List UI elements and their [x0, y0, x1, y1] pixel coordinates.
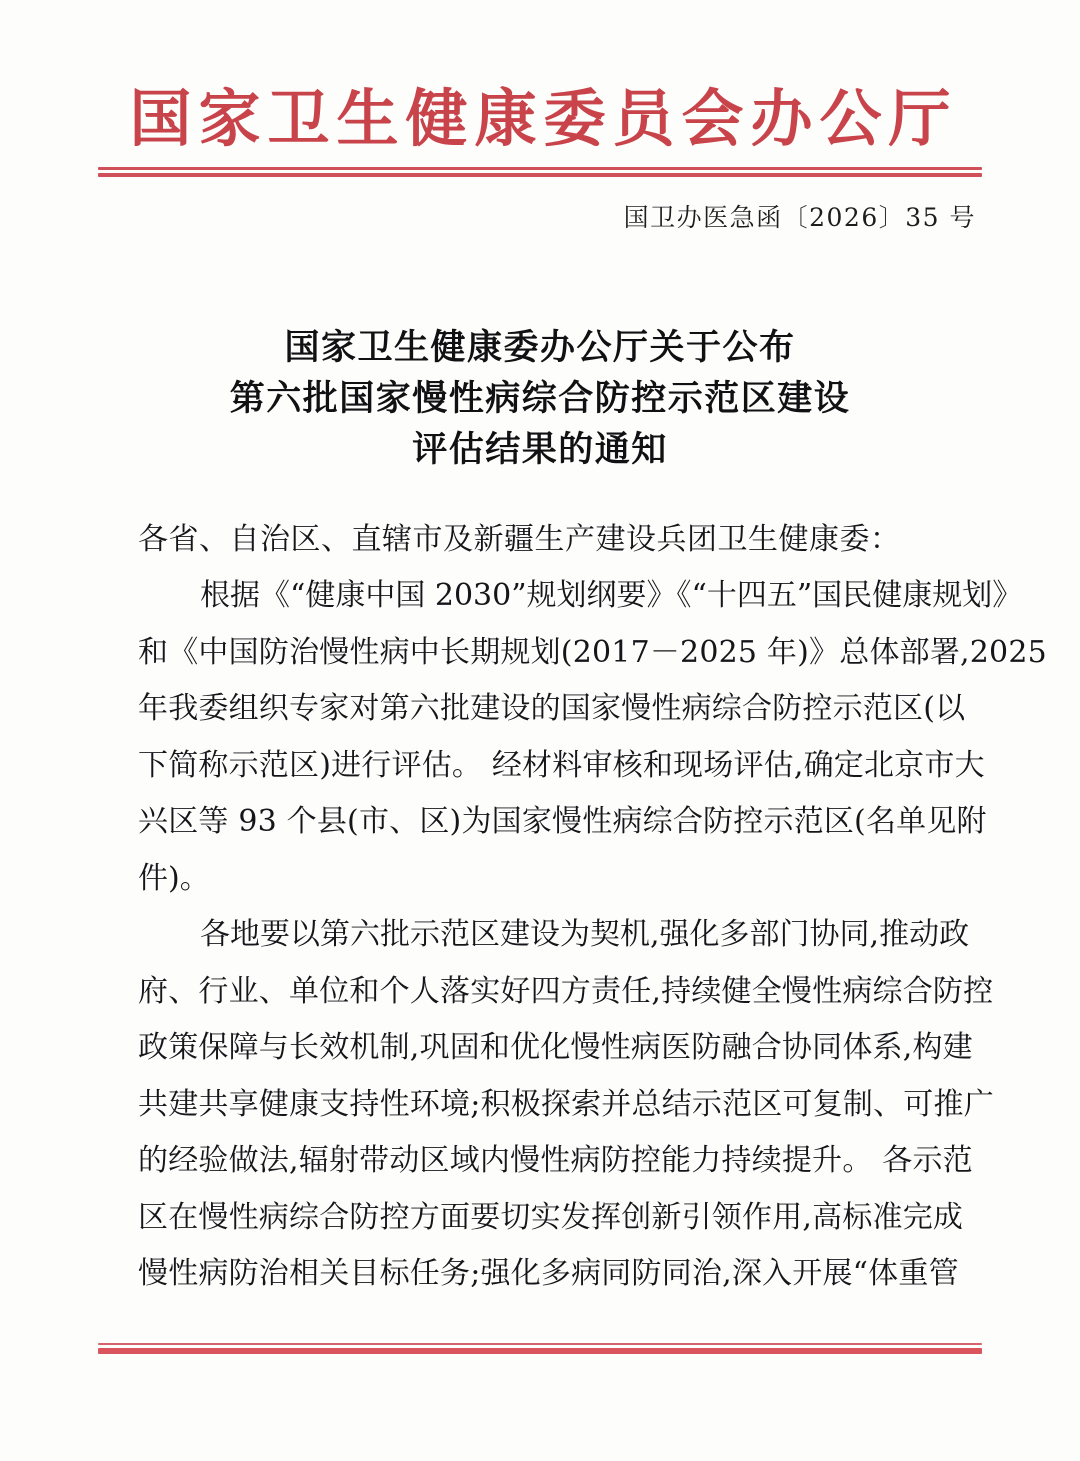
- salutation: 各省、自治区、直辖市及新疆生产建设兵团卫生健康委：: [138, 522, 901, 557]
- paragraph-2-line-4: 共建共享健康支持性环境;积极探索并总结示范区可复制、可推广: [138, 1086, 994, 1122]
- paragraph-1-line-2: 和《中国防治慢性病中长期规划(2017－2025 年)》总体部署,2025: [138, 634, 1047, 670]
- paragraph-2-line-6: 区在慢性病综合防控方面要切实发挥创新引领作用,高标准完成: [138, 1199, 964, 1235]
- paragraph-2-line-3: 政策保障与长效机制,巩固和优化慢性病医防融合协同体系,构建: [138, 1030, 973, 1065]
- paragraph-1-line-3: 年我委组织专家对第六批建设的国家慢性病综合防控示范区(以: [138, 691, 966, 726]
- paragraph-2-line-2: 府、行业、单位和个人落实好四方责任,持续健全慢性病综合防控: [138, 973, 994, 1009]
- paragraph-2-line-7: 慢性病防治相关目标任务;强化多病同防同治,深入开展“体重管: [138, 1256, 959, 1291]
- paragraph-1-line-6: 件)。: [138, 860, 210, 896]
- paragraph-1-line-4: 下简称示范区)进行评估。 经材料审核和现场评估,确定北京市大: [138, 747, 985, 783]
- masthead: [0, 82, 1080, 155]
- paragraph-1-line-5: 兴区等 93 个县(市、区)为国家慢性病综合防控示范区(名单见附: [138, 804, 987, 839]
- page-title: [0, 322, 1080, 475]
- masthead-rule: [98, 167, 982, 181]
- masthead-rule-lower: [98, 173, 982, 177]
- title-line-1: 国家卫生健康委办公厅关于公布: [284, 327, 796, 368]
- paragraph-1: [138, 568, 1047, 907]
- paragraph-2-line-1: 各地要以第六批示范区建设为契机,强化多部门协同,推动政: [200, 917, 970, 952]
- document-number: 国卫办医急函〔2026〕35 号: [623, 203, 976, 232]
- footer-rule: [98, 1343, 982, 1355]
- document-body: [138, 512, 1047, 1303]
- title-line-3: 评估结果的通知: [412, 429, 668, 470]
- issuing-organization: 国家卫生健康委员会办公厅: [129, 82, 958, 155]
- paragraph-2-line-5: 的经验做法,辐射带动区域内慢性病防控能力持续提升。 各示范: [138, 1143, 973, 1178]
- paragraph-1-line-1: 根据《“健康中国 2030”规划纲要》《“十四五”国民健康规划》: [200, 578, 1023, 613]
- footer-rule-lower: [98, 1348, 982, 1354]
- paragraph-2: [138, 907, 994, 1303]
- title-line-2: 第六批国家慢性病综合防控示范区建设: [229, 378, 851, 419]
